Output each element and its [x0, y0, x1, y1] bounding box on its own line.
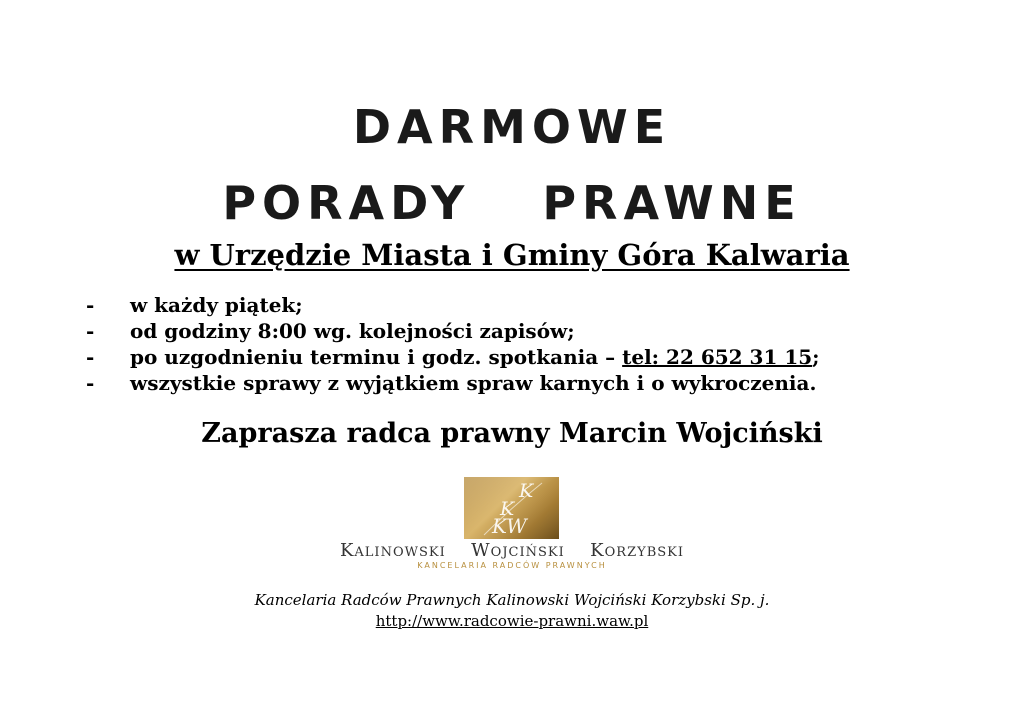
title-line-2	[0, 176, 1024, 230]
footer-url	[0, 612, 1024, 630]
firm-name: Kalinowski Wojciński Korzybski	[339, 540, 685, 561]
bullet-text-end: ;	[812, 345, 820, 369]
bullet-dash: -	[86, 319, 95, 343]
bullet-dash: -	[86, 345, 95, 369]
bullet-text: po uzgodnieniu terminu i godz. spotkania –	[130, 345, 623, 369]
svg-text:K: K	[500, 498, 515, 520]
bullet-text-with-phone	[130, 344, 820, 370]
firm-tagline: KANCELARIA RADCÓW PRAWNYCH	[417, 561, 607, 570]
svg-text:K: K	[519, 480, 534, 502]
title-line-2-text: PORADY PRAWNE	[222, 176, 802, 230]
list-item	[86, 344, 986, 370]
list-item	[86, 370, 986, 396]
list-item	[86, 292, 986, 318]
bullet-text: w każdy piątek;	[130, 293, 303, 317]
svg-text:KW: KW	[492, 514, 527, 538]
phone-number: tel: 22 652 31 15	[622, 345, 813, 369]
title-line-1: DARMOWE	[352, 100, 672, 154]
footer-company-name: Kancelaria Radców Prawnych Kalinowski Wojciński Korzybski Sp. j.	[254, 591, 770, 609]
bullet-text: od godziny 8:00 wg. kolejności zapisów;	[130, 319, 575, 343]
website-link[interactable]: http://www.radcowie-prawni.waw.pl	[375, 612, 649, 630]
subtitle	[0, 238, 1024, 273]
bullet-dash: -	[86, 371, 95, 395]
bullet-text: wszystkie sprawy z wyjątkiem spraw karnych i o wykroczenia.	[130, 371, 817, 395]
list-item	[86, 318, 986, 344]
invitation-text: Zaprasza radca prawny Marcin Wojciński	[201, 418, 823, 449]
kkw-logo-icon	[464, 477, 559, 539]
bullet-list	[86, 292, 986, 396]
bullet-dash: -	[86, 293, 95, 317]
subtitle-text: w Urzędzie Miasta i Gminy Góra Kalwaria	[174, 238, 850, 272]
